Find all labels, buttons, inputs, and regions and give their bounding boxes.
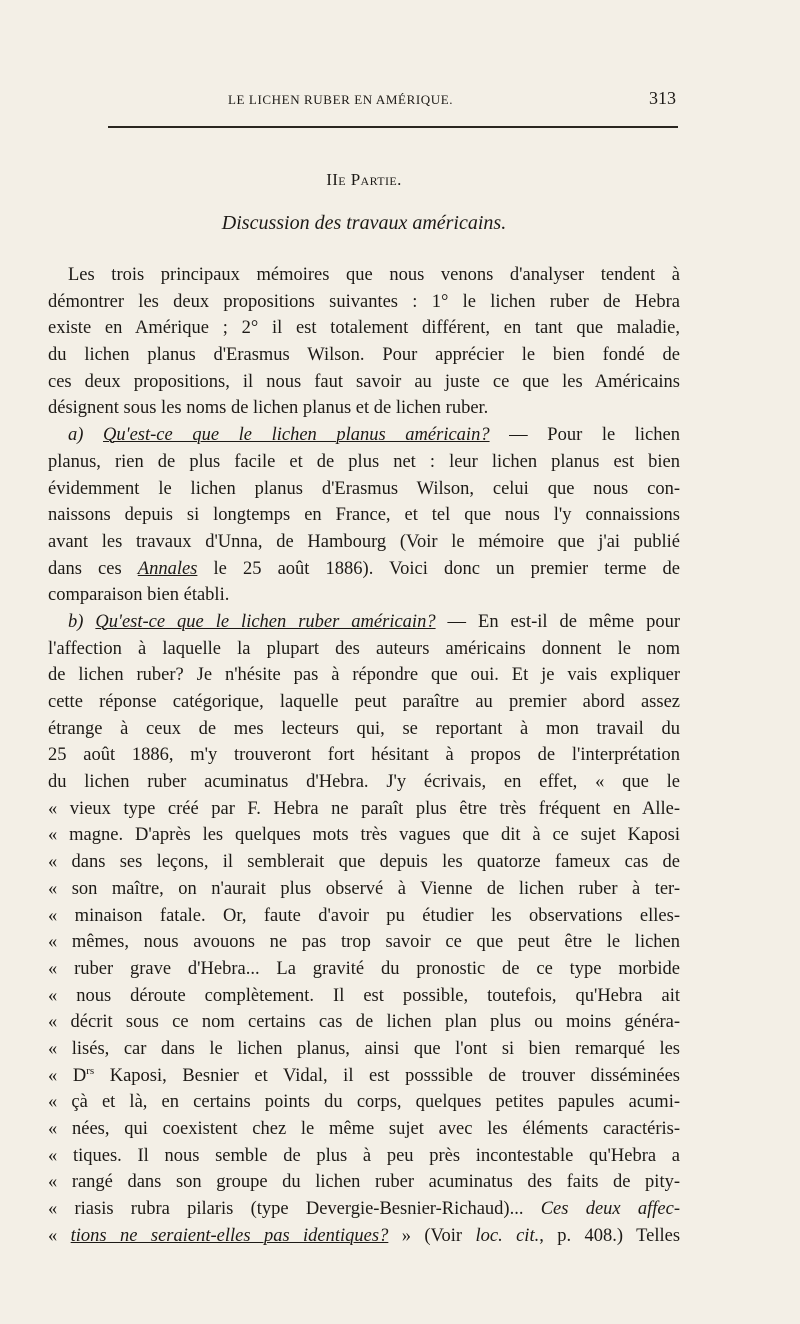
text-line: l'affection à laquelle la plupart des auteurs américains donnent le nom (48, 638, 680, 659)
text-line: « son maître, on n'aurait plus observé à Vienne de lichen ruber à ter- (48, 878, 680, 899)
text-line: de lichen ruber? Je n'hésite pas à répondre que oui. Et je vais expliquer (48, 665, 680, 686)
text-line: « décrit sous ce nom certains cas de lichen plan plus ou moins généra- (48, 1012, 680, 1033)
text-line: « tiques. Il nous semble de plus à peu près incontestable qu'Hebra a (48, 1145, 680, 1166)
text-line: b) Qu'est-ce que le lichen ruber américain? — En est-il de même pour (68, 611, 680, 632)
page-number: 313 (649, 88, 676, 108)
text-line: 25 août 1886, m'y trouveront fort hésitant à propos de l'interprétation (48, 745, 680, 766)
text-line: cette réponse catégorique, laquelle peut paraître au premier abord assez (48, 692, 680, 712)
text-line: du lichen ruber acuminatus d'Hebra. J'y écrivais, en effet, « que le (48, 772, 680, 793)
text-line: étrange à ceux de mes lecteurs qui, se reportant à mon travail du (48, 718, 680, 739)
subsection-heading-a: Qu'est-ce que le lichen planus américain? (103, 425, 490, 446)
text-line: Les trois principaux mémoires que nous venons d'analyser tendent à (68, 265, 680, 285)
text-line: « mêmes, nous avouons ne pas trop savoir ce que peut être le lichen (48, 932, 680, 953)
text-line: du lichen planus d'Erasmus Wilson. Pour apprécier le bien fondé de (48, 345, 680, 366)
header-rule (108, 126, 678, 128)
text-line: naissons depuis si longtemps en France, et tel que nous l'y connaissions (48, 505, 680, 526)
text-line: « nées, qui coexistent chez le même sujet avec les éléments caractéris- (48, 1119, 680, 1139)
text-line: existe en Amérique ; 2° il est totalement différent, en tant que maladie, (48, 318, 680, 339)
text-line: ces deux propositions, il nous faut savoir au juste ce que les Américains (48, 371, 680, 392)
text-line: « vieux type créé par F. Hebra ne paraît plus être très fréquent en Alle- (48, 798, 680, 819)
text-line: « riasis rubra pilaris (type Devergie-Besnier-Richaud)... Ces deux affec- (48, 1199, 680, 1220)
book-page (48, 0, 680, 1324)
text-line: « $D^{rs}$ Kaposi, Besnier et Vidal, il est posssible de trouver disséminées (48, 1064, 680, 1086)
text-line: « rangé dans son groupe du lichen ruber acuminatus des faits de pity- (48, 1172, 680, 1193)
text-line: « nous déroute complètement. Il est possible, toutefois, qu'Hebra ait (48, 985, 680, 1006)
body-text (48, 262, 680, 1249)
text-line: démontrer les deux propositions suivantes : 1° le lichen ruber de Hebra (48, 291, 680, 312)
text-line: « dans ses leçons, il semblerait que depuis les quatorze fameux cas de (48, 852, 680, 873)
running-head (48, 88, 680, 114)
text-line: « ruber grave d'Hebra... La gravité du pronostic de ce type morbide (48, 958, 680, 979)
text-line: « magne. D'après les quelques mots très vagues que dit à ce sujet Kaposi (48, 825, 680, 846)
text-line: « çà et là, en certains points du corps, quelques petites papules acumi- (48, 1092, 680, 1113)
running-title: LE LICHEN RUBER EN AMÉRIQUE. (228, 92, 454, 107)
text-line: dans ces Annales le 25 août 1886). Voici donc un premier terme de (48, 558, 680, 579)
section-title: Discussion des travaux américains. (221, 212, 507, 234)
text-line: a) Qu'est-ce que le lichen planus américain? — Pour le lichen (68, 425, 680, 446)
text-line: « lisés, car dans le lichen planus, ainsi que l'ont si bien remarqué les (48, 1038, 680, 1059)
text-line: « tions ne seraient-elles pas identiques? » (Voir loc. cit., p. 408.) Telles (48, 1225, 681, 1246)
part-heading: IIe Partie. (326, 170, 402, 189)
text-line: planus, rien de plus facile et de plus net : leur lichen planus est bien (48, 451, 680, 472)
text-line: évidemment le lichen planus d'Erasmus Wilson, celui que nous con- (48, 478, 680, 499)
subsection-heading-b: Qu'est-ce que le lichen ruber américain? (95, 611, 436, 632)
text-line: « minaison fatale. Or, faute d'avoir pu étudier les observations elles- (48, 905, 680, 926)
text-line: avant les travaux d'Unna, de Hambourg (Voir le mémoire que j'ai publié (48, 531, 680, 552)
text-line: désignent sous les noms de lichen planus et de lichen ruber. (48, 398, 489, 419)
text-line: comparaison bien établi. (48, 585, 230, 606)
